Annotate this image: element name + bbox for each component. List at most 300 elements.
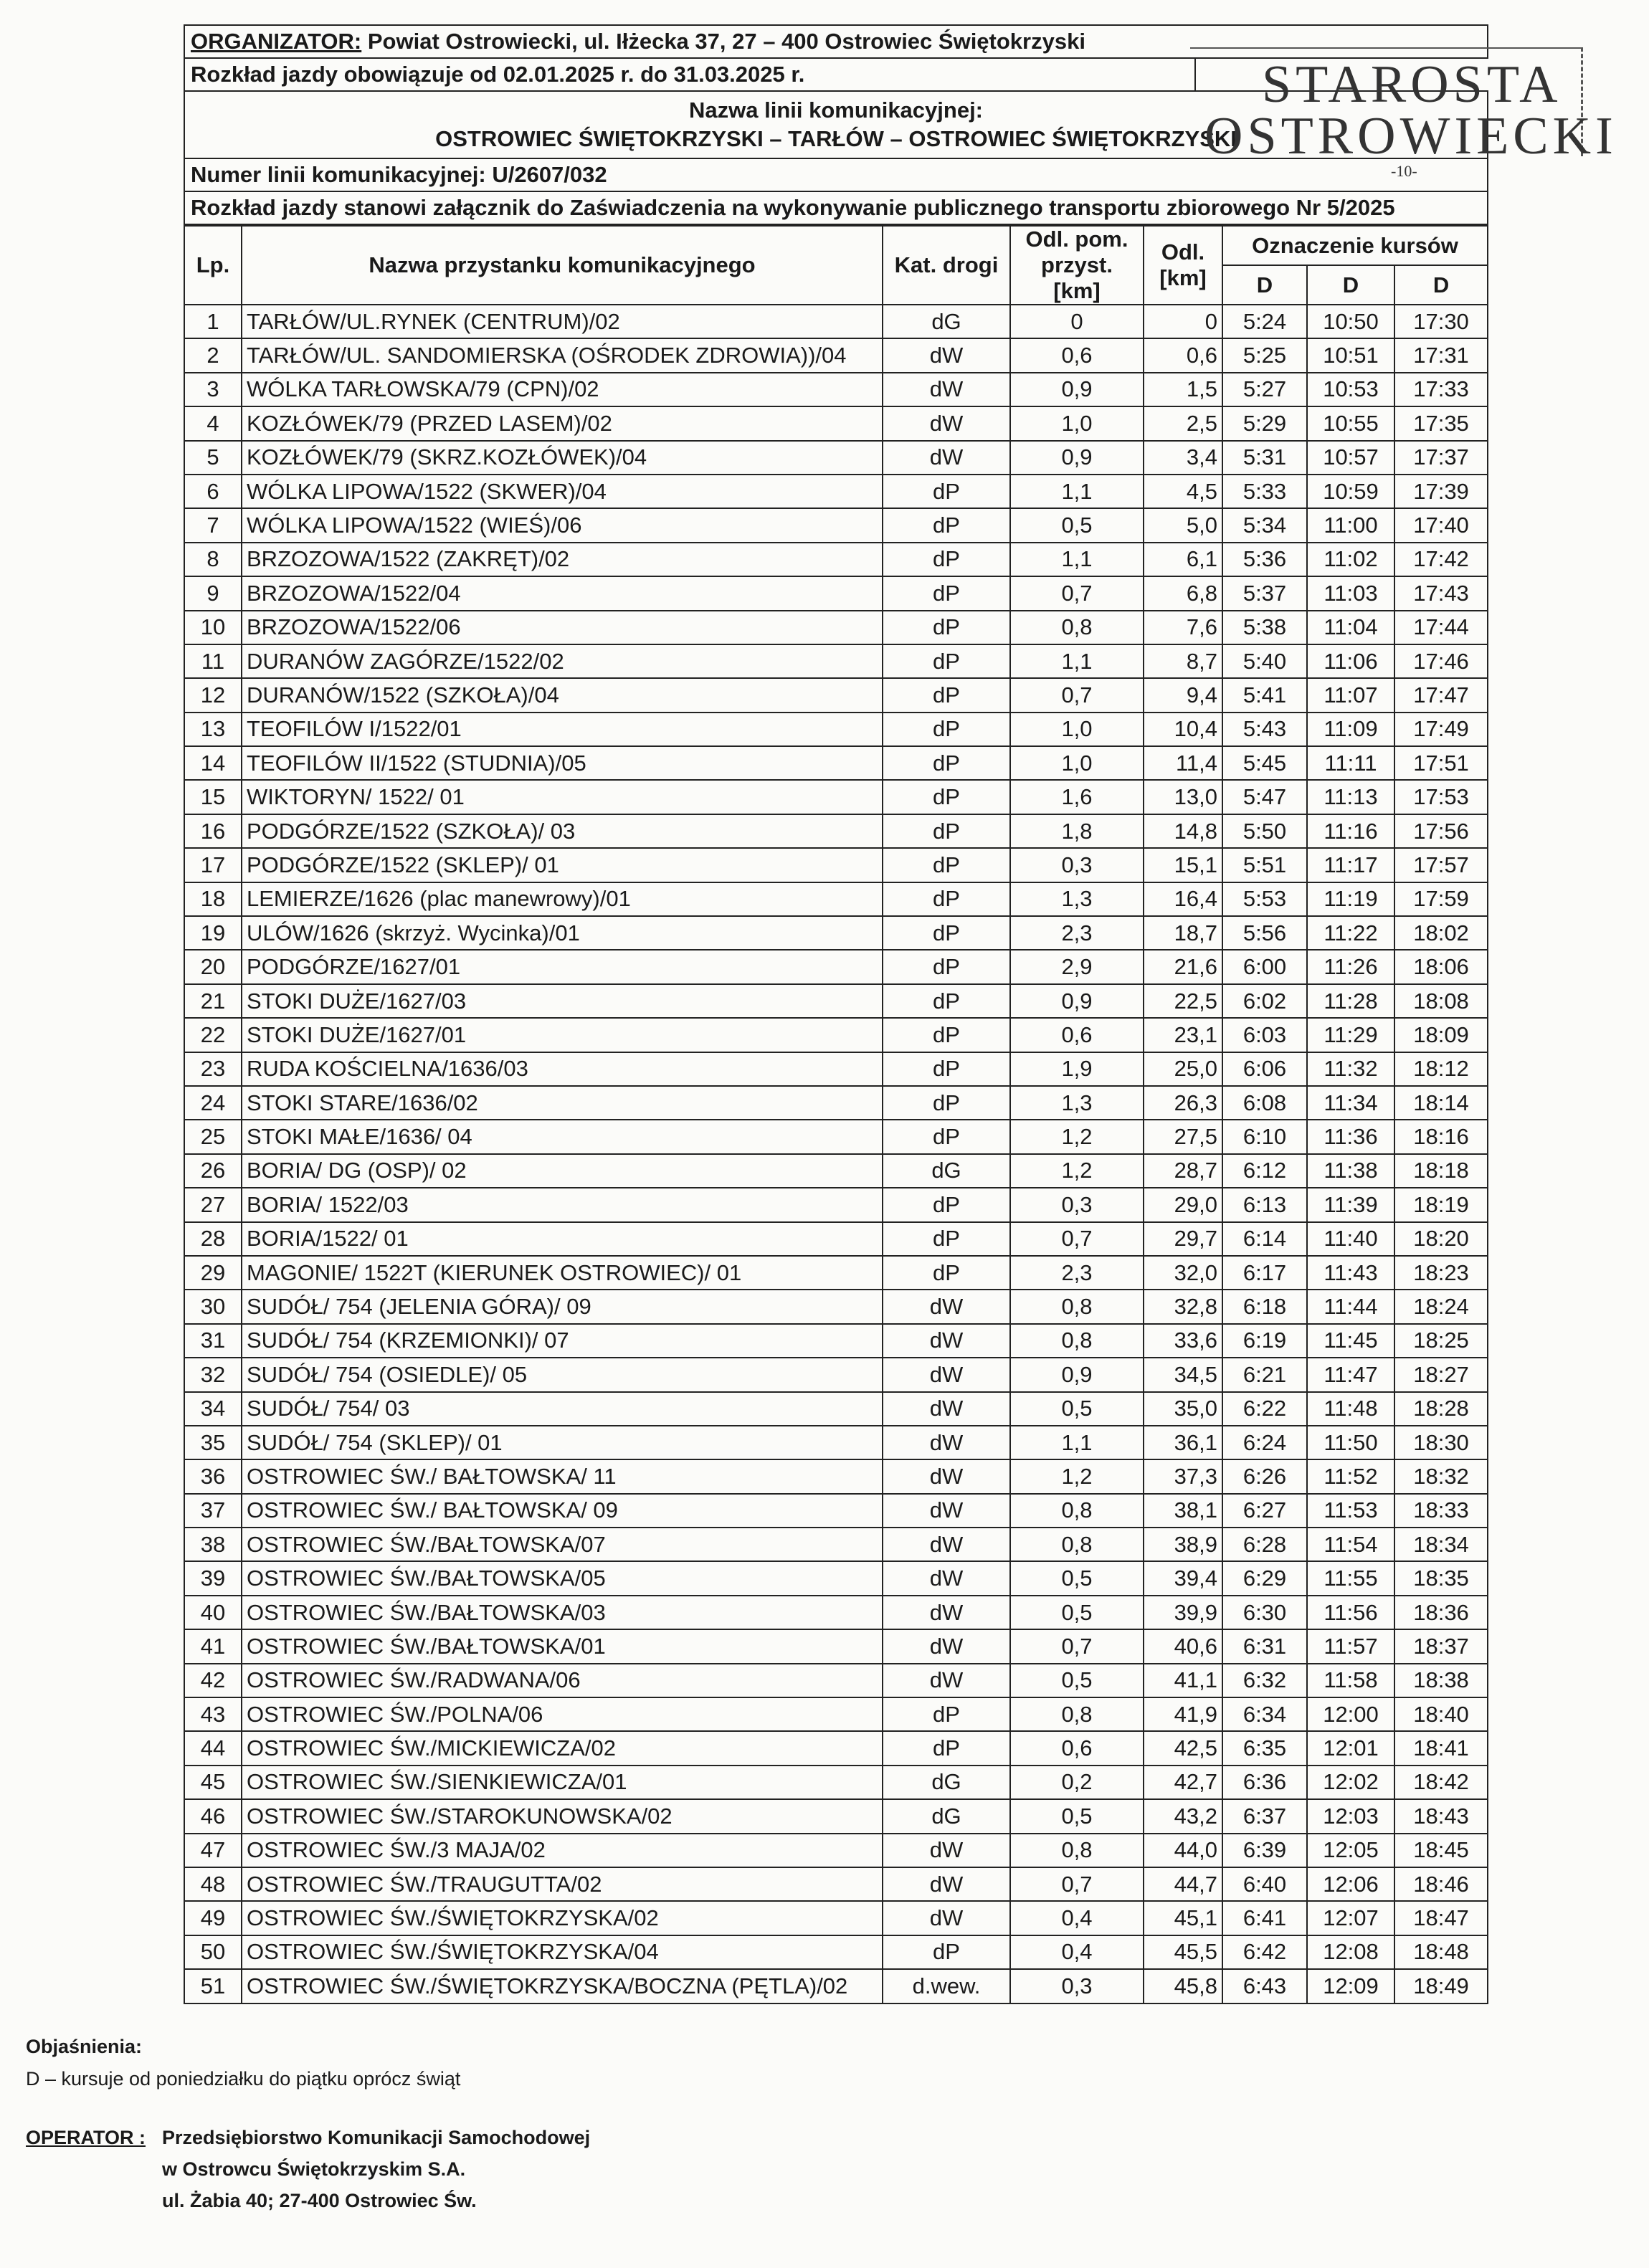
row-stop-name: STOKI DUŻE/1627/03: [242, 984, 883, 1018]
table-row: [184, 1969, 1488, 2003]
table-row: [184, 1901, 1488, 1935]
row-time-3: 18:16: [1394, 1120, 1488, 1153]
row-distance: 0: [1144, 305, 1222, 338]
row-road-category: dP: [883, 746, 1010, 780]
row-road-category: dP: [883, 848, 1010, 882]
attachment-note: Rozkład jazdy stanowi załącznik do Zaświadczenia na wykonywanie publicznego transportu zbiorowego Nr 5/2025: [184, 191, 1488, 224]
row-road-category: dW: [883, 1392, 1010, 1426]
row-road-category: dP: [883, 1697, 1010, 1731]
row-distance: 34,5: [1144, 1358, 1222, 1391]
row-lp: 49: [184, 1901, 242, 1935]
row-time-3: 18:33: [1394, 1494, 1488, 1528]
row-lp: 35: [184, 1426, 242, 1459]
table-row: [184, 1799, 1488, 1833]
row-time-2: 10:50: [1307, 305, 1394, 338]
table-row: [184, 1629, 1488, 1663]
row-time-1: 5:47: [1222, 780, 1307, 814]
row-lp: 6: [184, 475, 242, 508]
table-row: [184, 1290, 1488, 1323]
col-stop-name: Nazwa przystanku komunikacyjnego: [242, 226, 883, 305]
row-stop-name: STOKI STARE/1636/02: [242, 1086, 883, 1120]
table-row: [184, 1664, 1488, 1697]
row-lp: 4: [184, 406, 242, 440]
operator-line-2: w Ostrowcu Świętokrzyskim S.A.: [162, 2158, 466, 2180]
row-distance-between: 0,3: [1010, 848, 1144, 882]
col-courses: Oznaczenie kursów: [1222, 226, 1488, 265]
row-lp: 19: [184, 916, 242, 950]
row-time-3: 17:30: [1394, 305, 1488, 338]
row-time-2: 11:22: [1307, 916, 1394, 950]
table-row: [184, 644, 1488, 678]
row-distance: 41,1: [1144, 1664, 1222, 1697]
row-time-1: 5:53: [1222, 882, 1307, 916]
row-lp: 32: [184, 1358, 242, 1391]
row-time-3: 17:43: [1394, 576, 1488, 610]
row-road-category: dW: [883, 373, 1010, 406]
row-distance-between: 0,3: [1010, 1969, 1144, 2003]
table-row: [184, 1494, 1488, 1528]
row-time-1: 6:31: [1222, 1629, 1307, 1663]
row-stop-name: OSTROWIEC ŚW./ŚWIĘTOKRZYSKA/BOCZNA (PĘTLA)/02: [242, 1969, 883, 2003]
row-distance: 1,5: [1144, 373, 1222, 406]
row-time-3: 18:43: [1394, 1799, 1488, 1833]
row-lp: 50: [184, 1935, 242, 1969]
row-time-2: 11:54: [1307, 1528, 1394, 1561]
row-lp: 23: [184, 1052, 242, 1086]
row-time-3: 17:31: [1394, 338, 1488, 372]
organizer-label: ORGANIZATOR:: [191, 29, 362, 54]
row-distance-between: 0,4: [1010, 1935, 1144, 1969]
row-time-3: 17:53: [1394, 780, 1488, 814]
table-row: [184, 1256, 1488, 1290]
row-lp: 29: [184, 1256, 242, 1290]
row-lp: 47: [184, 1834, 242, 1867]
col-lp: Lp.: [184, 226, 242, 305]
row-distance: 45,5: [1144, 1935, 1222, 1969]
row-road-category: dW: [883, 1561, 1010, 1595]
table-row: [184, 848, 1488, 882]
row-distance: 40,6: [1144, 1629, 1222, 1663]
row-time-1: 6:00: [1222, 950, 1307, 983]
row-road-category: dP: [883, 611, 1010, 644]
row-time-2: 11:17: [1307, 848, 1394, 882]
row-distance-between: 0,8: [1010, 1834, 1144, 1867]
row-time-1: 6:18: [1222, 1290, 1307, 1323]
table-row: [184, 746, 1488, 780]
row-time-1: 5:29: [1222, 406, 1307, 440]
table-row: [184, 1528, 1488, 1561]
table-row: [184, 543, 1488, 576]
row-stop-name: PODGÓRZE/1627/01: [242, 950, 883, 983]
row-time-2: 11:56: [1307, 1596, 1394, 1629]
row-time-3: 18:30: [1394, 1426, 1488, 1459]
row-time-2: 12:08: [1307, 1935, 1394, 1969]
row-stop-name: ULÓW/1626 (skrzyż. Wycinka)/01: [242, 916, 883, 950]
row-time-2: 11:11: [1307, 746, 1394, 780]
table-row: [184, 1697, 1488, 1731]
row-distance-between: 2,3: [1010, 916, 1144, 950]
row-distance: 9,4: [1144, 678, 1222, 712]
row-time-2: 12:03: [1307, 1799, 1394, 1833]
row-road-category: dP: [883, 475, 1010, 508]
row-time-1: 5:50: [1222, 814, 1307, 848]
row-distance-between: 1,0: [1010, 746, 1144, 780]
row-time-1: 5:27: [1222, 373, 1307, 406]
row-road-category: dW: [883, 1867, 1010, 1901]
table-row: [184, 882, 1488, 916]
row-stop-name: WÓLKA LIPOWA/1522 (SKWER)/04: [242, 475, 883, 508]
row-distance: 36,1: [1144, 1426, 1222, 1459]
row-time-2: 12:01: [1307, 1731, 1394, 1765]
table-row: [184, 611, 1488, 644]
row-time-1: 5:43: [1222, 713, 1307, 746]
row-distance-between: 0,5: [1010, 1596, 1144, 1629]
row-distance: 23,1: [1144, 1018, 1222, 1052]
row-time-3: 17:39: [1394, 475, 1488, 508]
row-time-3: 17:49: [1394, 713, 1488, 746]
row-time-2: 11:36: [1307, 1120, 1394, 1153]
row-lp: 17: [184, 848, 242, 882]
row-lp: 48: [184, 1867, 242, 1901]
row-lp: 2: [184, 338, 242, 372]
row-distance: 3,4: [1144, 441, 1222, 475]
row-road-category: dP: [883, 950, 1010, 983]
row-distance: 0,6: [1144, 338, 1222, 372]
row-time-1: 6:14: [1222, 1222, 1307, 1256]
row-time-1: 6:02: [1222, 984, 1307, 1018]
table-row: [184, 1120, 1488, 1153]
row-time-3: 18:36: [1394, 1596, 1488, 1629]
row-lp: 51: [184, 1969, 242, 2003]
row-time-2: 11:28: [1307, 984, 1394, 1018]
row-time-1: 5:41: [1222, 678, 1307, 712]
row-time-3: 18:20: [1394, 1222, 1488, 1256]
row-time-3: 18:08: [1394, 984, 1488, 1018]
row-time-2: 11:29: [1307, 1018, 1394, 1052]
row-time-3: 17:56: [1394, 814, 1488, 848]
table-row: [184, 1018, 1488, 1052]
row-time-2: 11:43: [1307, 1256, 1394, 1290]
row-road-category: dP: [883, 1188, 1010, 1221]
col-course-2: D: [1307, 265, 1394, 305]
row-road-category: dW: [883, 1494, 1010, 1528]
row-road-category: dP: [883, 1222, 1010, 1256]
row-lp: 16: [184, 814, 242, 848]
row-time-3: 18:41: [1394, 1731, 1488, 1765]
row-time-2: 10:53: [1307, 373, 1394, 406]
row-road-category: dW: [883, 1834, 1010, 1867]
row-distance: 4,5: [1144, 475, 1222, 508]
row-stop-name: OSTROWIEC ŚW./BAŁTOWSKA/03: [242, 1596, 883, 1629]
row-stop-name: OSTROWIEC ŚW./ŚWIĘTOKRZYSKA/04: [242, 1935, 883, 1969]
row-time-3: 17:59: [1394, 882, 1488, 916]
row-time-3: 18:32: [1394, 1459, 1488, 1493]
row-road-category: dP: [883, 984, 1010, 1018]
row-lp: 24: [184, 1086, 242, 1120]
row-distance-between: 0,5: [1010, 508, 1144, 542]
row-time-1: 6:28: [1222, 1528, 1307, 1561]
row-time-3: 18:02: [1394, 916, 1488, 950]
row-time-3: 18:25: [1394, 1324, 1488, 1358]
col-course-3: D: [1394, 265, 1488, 305]
row-lp: 42: [184, 1664, 242, 1697]
col-course-1: D: [1222, 265, 1307, 305]
table-row: [184, 1935, 1488, 1969]
row-stop-name: OSTROWIEC ŚW./SIENKIEWICZA/01: [242, 1766, 883, 1799]
row-time-2: 12:06: [1307, 1867, 1394, 1901]
row-road-category: dP: [883, 1052, 1010, 1086]
row-distance: 32,0: [1144, 1256, 1222, 1290]
row-time-2: 12:02: [1307, 1766, 1394, 1799]
row-distance: 38,9: [1144, 1528, 1222, 1561]
row-road-category: dW: [883, 1459, 1010, 1493]
row-time-1: 5:31: [1222, 441, 1307, 475]
row-distance: 2,5: [1144, 406, 1222, 440]
row-distance-between: 0,9: [1010, 1358, 1144, 1391]
row-stop-name: OSTROWIEC ŚW./BAŁTOWSKA/07: [242, 1528, 883, 1561]
row-time-3: 18:12: [1394, 1052, 1488, 1086]
row-distance-between: 0,9: [1010, 441, 1144, 475]
row-lp: 38: [184, 1528, 242, 1561]
table-row: [184, 1358, 1488, 1391]
table-row: [184, 338, 1488, 372]
page-number: -10-: [1391, 162, 1417, 180]
table-row: [184, 441, 1488, 475]
row-time-1: 6:32: [1222, 1664, 1307, 1697]
row-stop-name: MAGONIE/ 1522T (KIERUNEK OSTROWIEC)/ 01: [242, 1256, 883, 1290]
row-distance-between: 0,6: [1010, 1018, 1144, 1052]
row-lp: 10: [184, 611, 242, 644]
row-lp: 18: [184, 882, 242, 916]
row-time-3: 18:27: [1394, 1358, 1488, 1391]
row-time-3: 17:33: [1394, 373, 1488, 406]
row-stop-name: OSTROWIEC ŚW./POLNA/06: [242, 1697, 883, 1731]
row-stop-name: SUDÓŁ/ 754 (KRZEMIONKI)/ 07: [242, 1324, 883, 1358]
row-stop-name: SUDÓŁ/ 754 (OSIEDLE)/ 05: [242, 1358, 883, 1391]
row-distance: 37,3: [1144, 1459, 1222, 1493]
operator-line-3: ul. Żabia 40; 27-400 Ostrowiec Św.: [162, 2190, 477, 2211]
row-road-category: dW: [883, 1290, 1010, 1323]
row-road-category: dP: [883, 508, 1010, 542]
row-distance-between: 0,5: [1010, 1799, 1144, 1833]
row-time-3: 17:37: [1394, 441, 1488, 475]
row-stop-name: OSTROWIEC ŚW./ BAŁTOWSKA/ 11: [242, 1459, 883, 1493]
row-time-2: 11:16: [1307, 814, 1394, 848]
row-time-1: 6:40: [1222, 1867, 1307, 1901]
table-row: [184, 406, 1488, 440]
row-lp: 45: [184, 1766, 242, 1799]
row-road-category: dP: [883, 576, 1010, 610]
row-distance-between: 1,2: [1010, 1120, 1144, 1153]
row-time-2: 11:40: [1307, 1222, 1394, 1256]
starosta-stamp: [1190, 47, 1617, 180]
row-time-2: 11:38: [1307, 1154, 1394, 1188]
row-time-1: 6:06: [1222, 1052, 1307, 1086]
row-distance-between: 0,7: [1010, 1629, 1144, 1663]
table-row: [184, 305, 1488, 338]
row-time-3: 18:40: [1394, 1697, 1488, 1731]
row-stop-name: OSTROWIEC ŚW./MICKIEWICZA/02: [242, 1731, 883, 1765]
row-distance: 8,7: [1144, 644, 1222, 678]
row-road-category: dW: [883, 1358, 1010, 1391]
row-time-1: 5:36: [1222, 543, 1307, 576]
col-distance-between: Odl. pom. przyst. [km]: [1010, 226, 1144, 305]
row-time-3: 18:45: [1394, 1834, 1488, 1867]
row-distance: 11,4: [1144, 746, 1222, 780]
table-row: [184, 1766, 1488, 1799]
row-distance: 35,0: [1144, 1392, 1222, 1426]
row-distance-between: 1,1: [1010, 543, 1144, 576]
row-time-1: 6:24: [1222, 1426, 1307, 1459]
row-lp: 40: [184, 1596, 242, 1629]
table-row: [184, 950, 1488, 983]
schedule-rows: [184, 305, 1488, 2003]
row-lp: 25: [184, 1120, 242, 1153]
row-distance-between: 0,3: [1010, 1188, 1144, 1221]
col-road-category: Kat. drogi: [883, 226, 1010, 305]
stamp-line-1: STAROSTA: [1262, 55, 1562, 114]
table-row: [184, 916, 1488, 950]
row-distance-between: 0,4: [1010, 1901, 1144, 1935]
row-stop-name: OSTROWIEC ŚW./STAROKUNOWSKA/02: [242, 1799, 883, 1833]
row-road-category: dW: [883, 1426, 1010, 1459]
row-road-category: dP: [883, 543, 1010, 576]
row-stop-name: BRZOZOWA/1522 (ZAKRĘT)/02: [242, 543, 883, 576]
row-distance-between: 0,5: [1010, 1561, 1144, 1595]
row-time-3: 18:34: [1394, 1528, 1488, 1561]
row-stop-name: RUDA KOŚCIELNA/1636/03: [242, 1052, 883, 1086]
row-distance-between: 0,8: [1010, 1697, 1144, 1731]
row-lp: 5: [184, 441, 242, 475]
row-time-3: 18:47: [1394, 1901, 1488, 1935]
row-lp: 41: [184, 1629, 242, 1663]
row-distance-between: 1,0: [1010, 713, 1144, 746]
row-time-1: 5:25: [1222, 338, 1307, 372]
row-time-2: 11:26: [1307, 950, 1394, 983]
row-road-category: dP: [883, 1256, 1010, 1290]
row-time-1: 6:35: [1222, 1731, 1307, 1765]
row-distance-between: 1,6: [1010, 780, 1144, 814]
row-time-1: 6:42: [1222, 1935, 1307, 1969]
row-time-2: 11:03: [1307, 576, 1394, 610]
row-time-2: 11:52: [1307, 1459, 1394, 1493]
row-lp: 44: [184, 1731, 242, 1765]
row-stop-name: STOKI MAŁE/1636/ 04: [242, 1120, 883, 1153]
row-stop-name: OSTROWIEC ŚW./RADWANA/06: [242, 1664, 883, 1697]
row-road-category: dP: [883, 1731, 1010, 1765]
row-time-1: 5:33: [1222, 475, 1307, 508]
row-time-1: 6:22: [1222, 1392, 1307, 1426]
row-time-1: 6:41: [1222, 1901, 1307, 1935]
row-road-category: d.wew.: [883, 1969, 1010, 2003]
row-distance: 21,6: [1144, 950, 1222, 983]
row-time-2: 11:39: [1307, 1188, 1394, 1221]
row-road-category: dP: [883, 678, 1010, 712]
row-distance: 29,7: [1144, 1222, 1222, 1256]
line-name-label: Nazwa linii komunikacyjnej:: [689, 97, 984, 123]
table-row: [184, 1561, 1488, 1595]
row-distance: 45,1: [1144, 1901, 1222, 1935]
table-row: [184, 373, 1488, 406]
row-stop-name: BORIA/1522/ 01: [242, 1222, 883, 1256]
table-row: [184, 678, 1488, 712]
table-row: [184, 576, 1488, 610]
row-distance-between: 0,7: [1010, 1222, 1144, 1256]
row-road-category: dW: [883, 441, 1010, 475]
row-road-category: dW: [883, 1901, 1010, 1935]
row-distance: 15,1: [1144, 848, 1222, 882]
row-stop-name: OSTROWIEC ŚW./ŚWIĘTOKRZYSKA/02: [242, 1901, 883, 1935]
row-road-category: dG: [883, 1799, 1010, 1833]
row-time-2: 11:00: [1307, 508, 1394, 542]
row-distance-between: 1,8: [1010, 814, 1144, 848]
row-time-1: 6:13: [1222, 1188, 1307, 1221]
row-time-1: 6:43: [1222, 1969, 1307, 2003]
row-stop-name: BRZOZOWA/1522/04: [242, 576, 883, 610]
row-distance: 26,3: [1144, 1086, 1222, 1120]
row-distance: 44,7: [1144, 1867, 1222, 1901]
row-time-2: 10:59: [1307, 475, 1394, 508]
row-time-2: 10:51: [1307, 338, 1394, 372]
row-road-category: dP: [883, 1086, 1010, 1120]
row-lp: 39: [184, 1561, 242, 1595]
row-distance: 42,7: [1144, 1766, 1222, 1799]
row-distance: 6,1: [1144, 543, 1222, 576]
row-distance: 41,9: [1144, 1697, 1222, 1731]
table-row: [184, 1324, 1488, 1358]
table-row: [184, 1426, 1488, 1459]
row-time-1: 6:21: [1222, 1358, 1307, 1391]
row-distance-between: 2,9: [1010, 950, 1144, 983]
row-time-1: 6:34: [1222, 1697, 1307, 1731]
row-road-category: dP: [883, 882, 1010, 916]
row-road-category: dP: [883, 1018, 1010, 1052]
row-time-3: 17:57: [1394, 848, 1488, 882]
table-row: [184, 1459, 1488, 1493]
row-stop-name: OSTROWIEC ŚW./BAŁTOWSKA/01: [242, 1629, 883, 1663]
row-time-3: 18:06: [1394, 950, 1488, 983]
organizer-text: Powiat Ostrowiecki, ul. Iłżecka 37, 27 – 400 Ostrowiec Świętokrzyski: [367, 29, 1085, 54]
row-time-3: 17:46: [1394, 644, 1488, 678]
row-distance-between: 0,8: [1010, 1494, 1144, 1528]
row-time-3: 18:09: [1394, 1018, 1488, 1052]
row-distance: 29,0: [1144, 1188, 1222, 1221]
row-stop-name: OSTROWIEC ŚW./BAŁTOWSKA/05: [242, 1561, 883, 1595]
row-distance: 42,5: [1144, 1731, 1222, 1765]
row-time-1: 6:29: [1222, 1561, 1307, 1595]
row-distance-between: 1,2: [1010, 1459, 1144, 1493]
row-distance: 13,0: [1144, 780, 1222, 814]
row-time-3: 18:42: [1394, 1766, 1488, 1799]
operator-line-1: Przedsiębiorstwo Komunikacji Samochodowej: [162, 2127, 591, 2148]
row-road-category: dP: [883, 713, 1010, 746]
table-row: [184, 475, 1488, 508]
row-time-2: 11:04: [1307, 611, 1394, 644]
row-road-category: dW: [883, 1629, 1010, 1663]
row-lp: 28: [184, 1222, 242, 1256]
row-time-1: 6:17: [1222, 1256, 1307, 1290]
row-lp: 31: [184, 1324, 242, 1358]
row-time-1: 5:24: [1222, 305, 1307, 338]
row-stop-name: WÓLKA TARŁOWSKA/79 (CPN)/02: [242, 373, 883, 406]
row-road-category: dP: [883, 1935, 1010, 1969]
row-stop-name: STOKI DUŻE/1627/01: [242, 1018, 883, 1052]
row-time-1: 5:51: [1222, 848, 1307, 882]
table-row: [184, 984, 1488, 1018]
schedule-table: [184, 225, 1488, 2004]
notes-d: D – kursuje od poniedziałku do piątku oprócz świąt: [26, 2068, 461, 2090]
row-time-2: 12:05: [1307, 1834, 1394, 1867]
